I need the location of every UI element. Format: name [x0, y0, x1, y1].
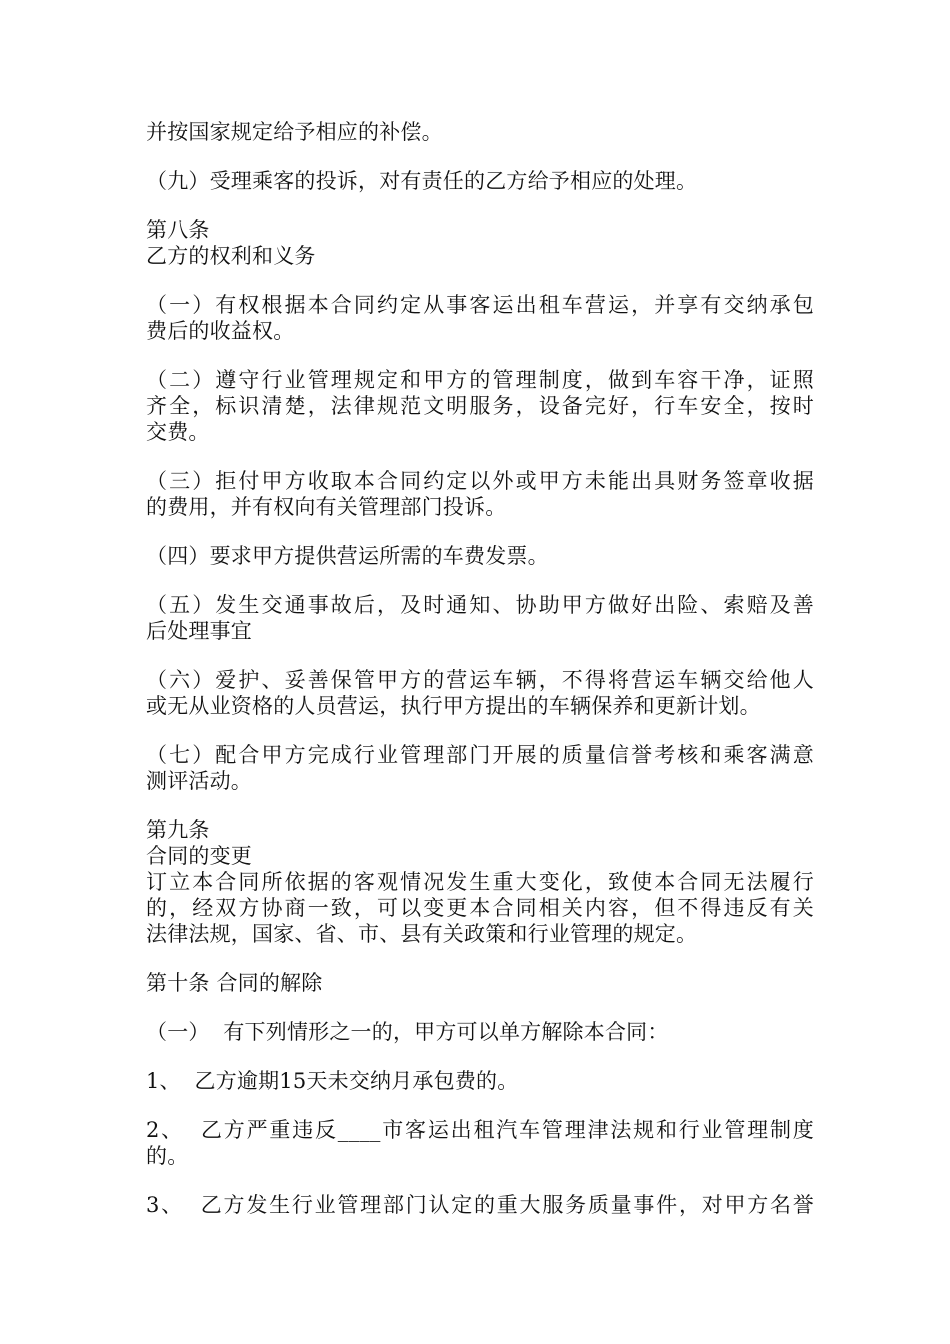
article-8-title — [146, 243, 814, 269]
text-line: （一） 有下列情形之一的，甲方可以单方解除本合同： — [146, 1020, 669, 1044]
text-line: 交费。 — [146, 420, 210, 444]
text-line: 或无从业资格的人员营运，执行甲方提出的车辆保养和更新计划。 — [146, 694, 761, 718]
text-line: 第十条 合同的解除 — [146, 971, 323, 995]
text-line: 2、 乙方严重违反____市客运出租汽车管理津法规和行业管理制度 — [146, 1118, 814, 1142]
text-line: （四）要求甲方提供营运所需的车费发票。 — [146, 544, 549, 568]
list-item-termination-2 — [146, 1117, 814, 1169]
text-line: （六）爱护、妥善保管甲方的营运车辆，不得将营运车辆交给他人 — [146, 668, 814, 692]
paragraph-compensation — [146, 119, 814, 145]
text-line: 费后的收益权。 — [146, 319, 295, 343]
text-line: 3、 乙方发生行业管理部门认定的重大服务质量事件，对甲方名誉 — [146, 1193, 814, 1217]
text-line: （一）有权根据本合同约定从事客运出租车营运，并享有交纳承包 — [146, 293, 814, 317]
paragraph-party-b-right-6 — [146, 667, 814, 719]
text-line: 乙方的权利和义务 — [146, 244, 316, 268]
text-line: （九）受理乘客的投诉，对有责任的乙方给予相应的处理。 — [146, 169, 698, 193]
text-line: （三）拒付甲方收取本合同约定以外或甲方未能出具财务签章收据 — [146, 469, 814, 493]
text-line: 测评活动。 — [146, 769, 252, 793]
text-line: 并按国家规定给予相应的补偿。 — [146, 120, 443, 144]
text-line: 第九条 — [146, 818, 210, 842]
list-item-termination-1 — [146, 1068, 814, 1094]
text-line: 的，经双方协商一致，可以变更本合同相关内容，但不得违反有关 — [146, 896, 814, 920]
text-line: 的。 — [146, 1144, 189, 1168]
text-line: 的费用，并有权向有关管理部门投诉。 — [146, 495, 507, 519]
text-line: 1、 乙方逾期15天未交纳月承包费的。 — [146, 1069, 519, 1093]
list-item-termination-3 — [146, 1192, 814, 1218]
paragraph-party-b-right-2 — [146, 367, 814, 445]
text-line: 法律法规，国家、省、市、县有关政策和行业管理的规定。 — [146, 922, 698, 946]
paragraph-party-b-right-3 — [146, 468, 814, 520]
paragraph-item-9 — [146, 168, 814, 194]
article-9-title — [146, 843, 814, 869]
paragraph-party-b-right-5 — [146, 592, 814, 644]
article-10-title — [146, 970, 814, 996]
article-9-number — [146, 817, 814, 843]
document-body — [146, 119, 814, 1241]
paragraph-termination-intro — [146, 1019, 814, 1045]
text-line: 后处理事宜 — [146, 619, 252, 643]
text-line: 订立本合同所依据的客观情况发生重大变化，致使本合同无法履行 — [146, 870, 814, 894]
paragraph-party-b-right-7 — [146, 742, 814, 794]
paragraph-party-b-right-4 — [146, 543, 814, 569]
text-line: 第八条 — [146, 218, 210, 242]
text-line: （五）发生交通事故后，及时通知、协助甲方做好出险、索赔及善 — [146, 593, 814, 617]
text-line: 齐全，标识清楚，法律规范文明服务，设备完好，行车安全，按时 — [146, 394, 814, 418]
text-line: 合同的变更 — [146, 844, 252, 868]
paragraph-party-b-right-1 — [146, 292, 814, 344]
paragraph-contract-change — [146, 869, 814, 947]
text-line: （七）配合甲方完成行业管理部门开展的质量信誉考核和乘客满意 — [146, 743, 814, 767]
article-8-number — [146, 217, 814, 243]
text-line: （二）遵守行业管理规定和甲方的管理制度，做到车容干净，证照 — [146, 368, 814, 392]
